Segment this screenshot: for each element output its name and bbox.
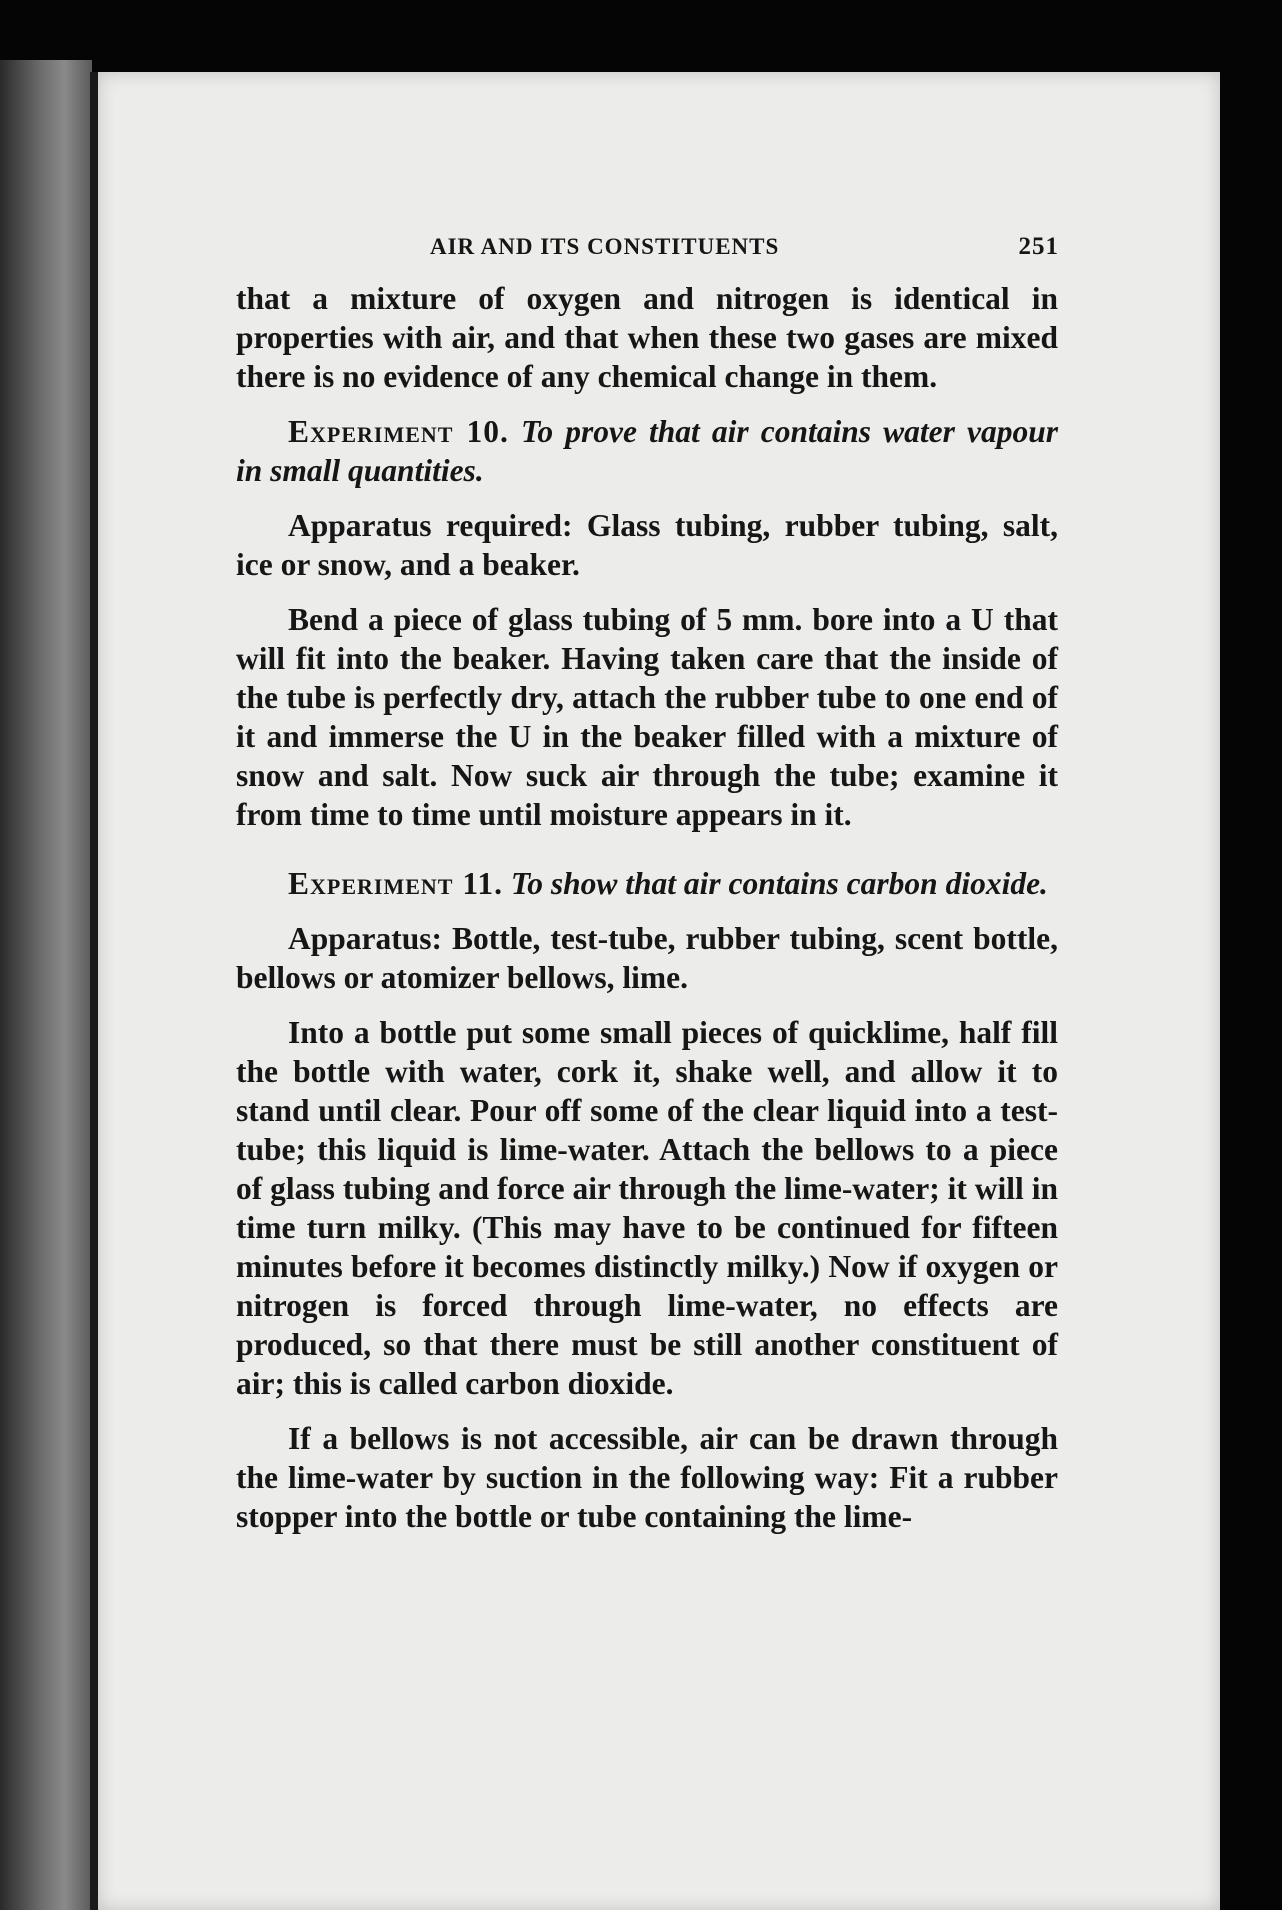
- experiment-11-heading: [236, 864, 1058, 903]
- experiment-10-title: To prove that air contains water vapour in small quantities.: [236, 414, 1058, 488]
- experiment-10-heading: [236, 412, 1058, 490]
- page-number: 251: [1018, 233, 1059, 260]
- book-gutter: [90, 72, 98, 1910]
- experiment-10-label: Experiment 10.: [288, 414, 509, 449]
- book-page: [98, 72, 1220, 1910]
- experiment-11-label: Experiment 11.: [288, 866, 503, 901]
- experiment-11-title: To show that air contains carbon dioxide.: [510, 866, 1048, 901]
- experiment-11-alternative: If a bellows is not accessible, air can be drawn through the lime-water by suction in the following way: Fit a rubber stopper into the bottle or tube containing the lime-: [236, 1421, 1058, 1534]
- running-title: AIR AND ITS CONSTITUENTS: [430, 234, 780, 259]
- page-content: [236, 219, 1058, 1552]
- experiment-11-apparatus: Apparatus: Bottle, test-tube, rubber tubing, scent bottle, bellows or atomizer bellows, lime.: [236, 921, 1058, 995]
- facing-page-edge: [0, 60, 92, 1910]
- running-header: [236, 219, 1058, 265]
- experiment-11-procedure: Into a bottle put some small pieces of quicklime, half fill the bottle with water, cork it, shake well, and allow it to stand until clear. Pour off some of the clear liquid into a test-tube; this liquid is lime-water. Attach the bellows to a piece of glass tubing and force air through the lime-water; it will in time turn milky. (This may have to be continued for fifteen minutes before it becomes distinctly milky.) Now if oxygen or nitrogen is forced through lime-water, no effects are produced, so that there must be still another constituent of air; this is called carbon dioxide.: [236, 1015, 1058, 1401]
- experiment-10-apparatus: Apparatus required: Glass tubing, rubber tubing, salt, ice or snow, and a beaker.: [236, 508, 1058, 582]
- paragraph-continuation: that a mixture of oxygen and nitrogen is identical in properties with air, and that when these two gases are mixed there is no evidence of any chemical change in them.: [236, 281, 1058, 394]
- experiment-10-procedure: Bend a piece of glass tubing of 5 mm. bore into a U that will fit into the beaker. Having taken care that the inside of the tube is perfectly dry, attach the rubber tube to one end of it and immerse the U in the beaker filled with a mixture of snow and salt. Now suck air through the tube; examine it from time to time until moisture appears in it.: [236, 602, 1058, 832]
